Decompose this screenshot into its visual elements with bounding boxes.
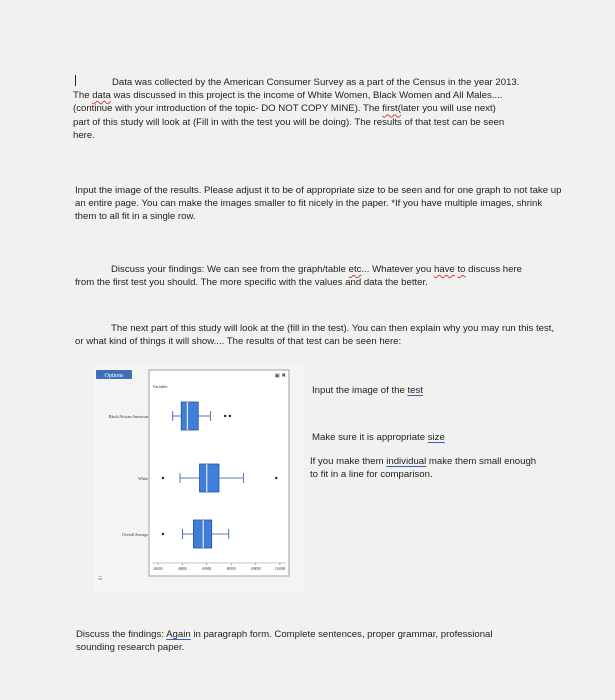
options-label: Options bbox=[104, 373, 124, 379]
spellcheck-word-test[interactable]: test bbox=[407, 385, 423, 396]
spellcheck-word-data[interactable]: data bbox=[92, 90, 111, 102]
box-overall-average bbox=[193, 520, 211, 548]
outlier-black-african-american-1 bbox=[229, 415, 231, 417]
intro-paragraph bbox=[73, 75, 563, 142]
category-label-overall-average: Overall Average bbox=[121, 532, 148, 537]
box-white bbox=[200, 464, 219, 492]
spellcheck-word-have[interactable]: have bbox=[433, 264, 455, 275]
window-controls-icon[interactable]: ▣ ✖ bbox=[274, 373, 286, 379]
spellcheck-word-individual[interactable]: individual bbox=[386, 456, 427, 467]
right-note-text: to fit in a line for comparison. bbox=[310, 469, 433, 481]
discuss-text: sounding research paper. bbox=[76, 642, 185, 654]
findings-text: ... Whatever you bbox=[361, 264, 434, 275]
intro-line-1: Data was collected by the American Consumer Survey as a part of the Census in the year 2013. bbox=[112, 77, 520, 88]
right-note-1 bbox=[312, 384, 572, 397]
x-tick-label-20000: 20000 bbox=[153, 567, 163, 571]
spellcheck-word-etc[interactable]: etc bbox=[348, 264, 362, 275]
text-cursor bbox=[75, 75, 76, 86]
next-test-text: The next part of this study will look at the (fill in the test). You can then explain why you may run this test, or what kind of things it will show.... The results of that test can be seen here: bbox=[75, 323, 555, 348]
box-black-african-american bbox=[181, 402, 198, 430]
spellcheck-word-again[interactable]: Again bbox=[166, 629, 191, 640]
right-note-text: If you make them bbox=[310, 456, 387, 467]
discuss-findings-paragraph bbox=[76, 628, 566, 654]
spellcheck-word-to[interactable]: to bbox=[457, 264, 466, 275]
intro-text: later you will use next) bbox=[400, 103, 496, 115]
intro-text: here. bbox=[73, 129, 95, 141]
outlier-white-1 bbox=[275, 477, 277, 479]
outlier-black-african-american-0 bbox=[224, 415, 226, 417]
findings-paragraph bbox=[75, 263, 565, 289]
outlier-overall-average-0 bbox=[162, 533, 164, 535]
right-note-2 bbox=[312, 431, 572, 444]
boxplot-chart bbox=[94, 366, 304, 592]
next-test-paragraph bbox=[75, 322, 565, 348]
side-marker-icon: ☰ bbox=[98, 576, 103, 582]
right-note-text: Input the image of the bbox=[312, 385, 408, 396]
x-tick-label-120000: 120000 bbox=[274, 567, 286, 571]
category-label-white: White bbox=[138, 476, 148, 481]
findings-text: from the first test you should. The more specific with the values and data the better. bbox=[75, 277, 428, 289]
discuss-text: Discuss the findings: bbox=[76, 629, 167, 640]
intro-text: was discussed in this project is the income of White Women, Black Women and All Males.... bbox=[110, 90, 503, 102]
right-note-text: make them small enough bbox=[426, 456, 537, 467]
intro-text: The bbox=[73, 90, 93, 102]
findings-text: Discuss your findings: We can see from the graph/table bbox=[111, 264, 349, 275]
x-tick-label-40000: 40000 bbox=[177, 567, 187, 571]
discuss-text: in paragraph form. Complete sentences, proper grammar, professional bbox=[190, 629, 493, 640]
spellcheck-word-first[interactable]: first( bbox=[382, 103, 401, 115]
outlier-white-0 bbox=[162, 477, 164, 479]
x-tick-label-100000: 100000 bbox=[250, 567, 261, 571]
x-tick-label-60000: 60000 bbox=[202, 567, 212, 571]
intro-text: part of this study will look at (Fill in with the test you will be doing). The results of that test can be seen bbox=[73, 116, 505, 128]
x-tick-label-80000: 80000 bbox=[226, 567, 236, 571]
intro-text: (continue with your introduction of the topic- DO NOT COPY MINE). The bbox=[73, 103, 383, 115]
findings-text: discuss here bbox=[465, 264, 523, 275]
right-note-text: Make sure it is appropriate bbox=[312, 432, 428, 443]
image-instructions-paragraph: Input the image of the results. Please adjust it to be of appropriate size to be seen and for one graph to not take up an entire page. You can make the images smaller to fit nicely in the paper. *If you have multiple images, shrink them to all fit in a single row. bbox=[75, 185, 562, 223]
variable-axis-title: Variable bbox=[152, 384, 168, 389]
category-label-black-african-american: Black/African American bbox=[108, 414, 148, 419]
boxplot-figure bbox=[94, 366, 304, 592]
spellcheck-word-size[interactable]: size bbox=[427, 432, 445, 443]
right-note-3 bbox=[310, 455, 570, 481]
